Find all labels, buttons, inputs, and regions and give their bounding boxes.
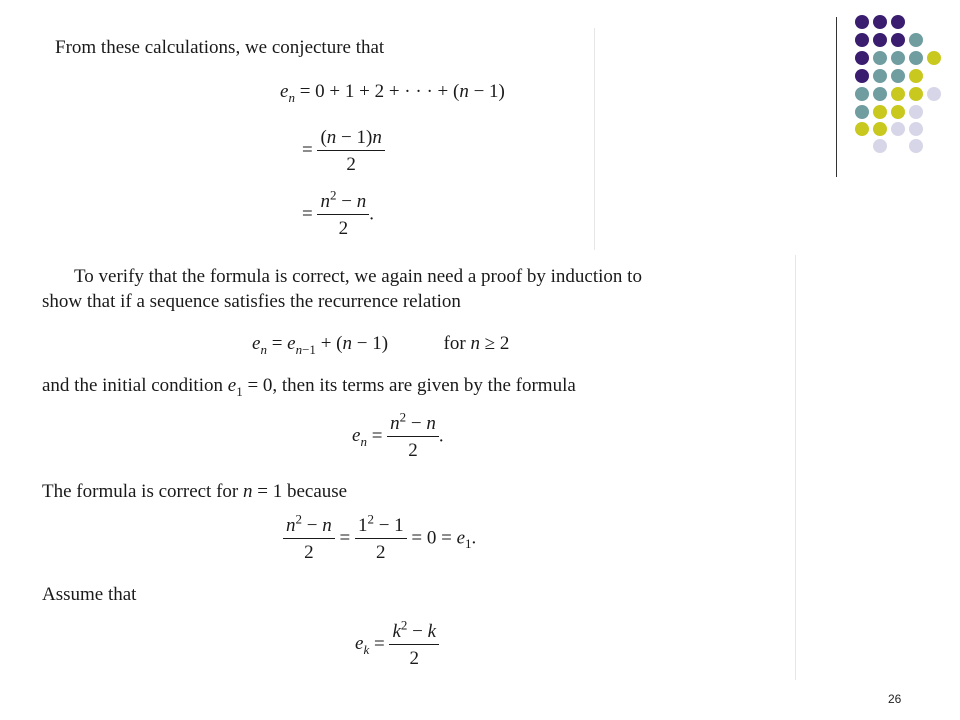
decor-divider — [836, 17, 837, 177]
decor-dot — [909, 105, 923, 119]
decor-dot — [909, 51, 923, 65]
decor-dot — [855, 87, 869, 101]
equation-formula: $e_n$ = $\frac{n^2 - n}{2}$ . — [352, 409, 444, 461]
equation-recurrence: $e_n = e_{n-1} + (n - 1)$ for n ≥ 2 — [252, 333, 510, 357]
decor-dot — [873, 51, 887, 65]
decor-dot — [891, 15, 905, 29]
decor-dot — [873, 69, 887, 83]
top-block-edge — [594, 28, 595, 250]
decor-dot — [873, 122, 887, 136]
decor-dot — [909, 122, 923, 136]
intro-text: From these calculations, we conjecture that — [55, 37, 385, 58]
decor-dot — [927, 51, 941, 65]
decor-dot — [873, 15, 887, 29]
correct-for-n1-text: The formula is correct for n = 1 because — [42, 481, 348, 502]
decor-dot — [891, 87, 905, 101]
equation-base-case: $\frac{n^2 - n}{2}$ = $\frac{1^2 - 1}{2}$ = $0 = e_1$. — [283, 516, 476, 562]
decor-dot — [855, 51, 869, 65]
decor-dot — [873, 105, 887, 119]
decor-dot — [891, 105, 905, 119]
decor-dot — [927, 87, 941, 101]
paragraph-line-2: show that if a sequence satisfies the recurrence relation — [42, 291, 461, 312]
decor-dot — [873, 87, 887, 101]
equation-frac-2: = $\frac{n^2 - n}{2}$ . — [302, 187, 374, 239]
paragraph-line-1: To verify that the formula is correct, we again need a proof by induction to — [74, 266, 642, 287]
decor-dot — [891, 122, 905, 136]
initial-text-b: , then its terms are given by the formula — [272, 375, 576, 396]
decor-dot — [855, 105, 869, 119]
decor-dot — [909, 139, 923, 153]
decor-dot — [909, 87, 923, 101]
decor-dot — [891, 51, 905, 65]
decor-dot — [855, 69, 869, 83]
initial-text-a: and the initial condition — [42, 375, 223, 396]
decor-dot — [855, 15, 869, 29]
correct-text-b: because — [286, 481, 348, 502]
initial-condition-text: and the initial condition $e_1 = 0$, then its terms are given by the formula — [42, 375, 576, 399]
decor-dot — [873, 139, 887, 153]
bottom-block-edge — [795, 255, 796, 680]
correct-text-a: The formula is correct for — [42, 481, 239, 502]
equation-sum: $e_n = 0 + 1 + 2$ + · · · + (n − 1) — [280, 81, 505, 105]
decor-dot — [855, 122, 869, 136]
assume-text: Assume that — [42, 584, 137, 605]
decor-dot — [873, 33, 887, 47]
decor-dot — [909, 33, 923, 47]
equation-frac-1: = $\frac{(n - 1)n}{2}$ — [302, 128, 385, 174]
slide-number: 26 — [888, 692, 902, 706]
decor-dot — [855, 33, 869, 47]
recurrence-suffix: for — [443, 333, 466, 354]
decor-dot — [909, 69, 923, 83]
decor-dot — [891, 69, 905, 83]
equation-hypothesis: $e_k$ = $\frac{k^2 - k}{2}$ — [355, 622, 439, 668]
decor-dot — [891, 33, 905, 47]
